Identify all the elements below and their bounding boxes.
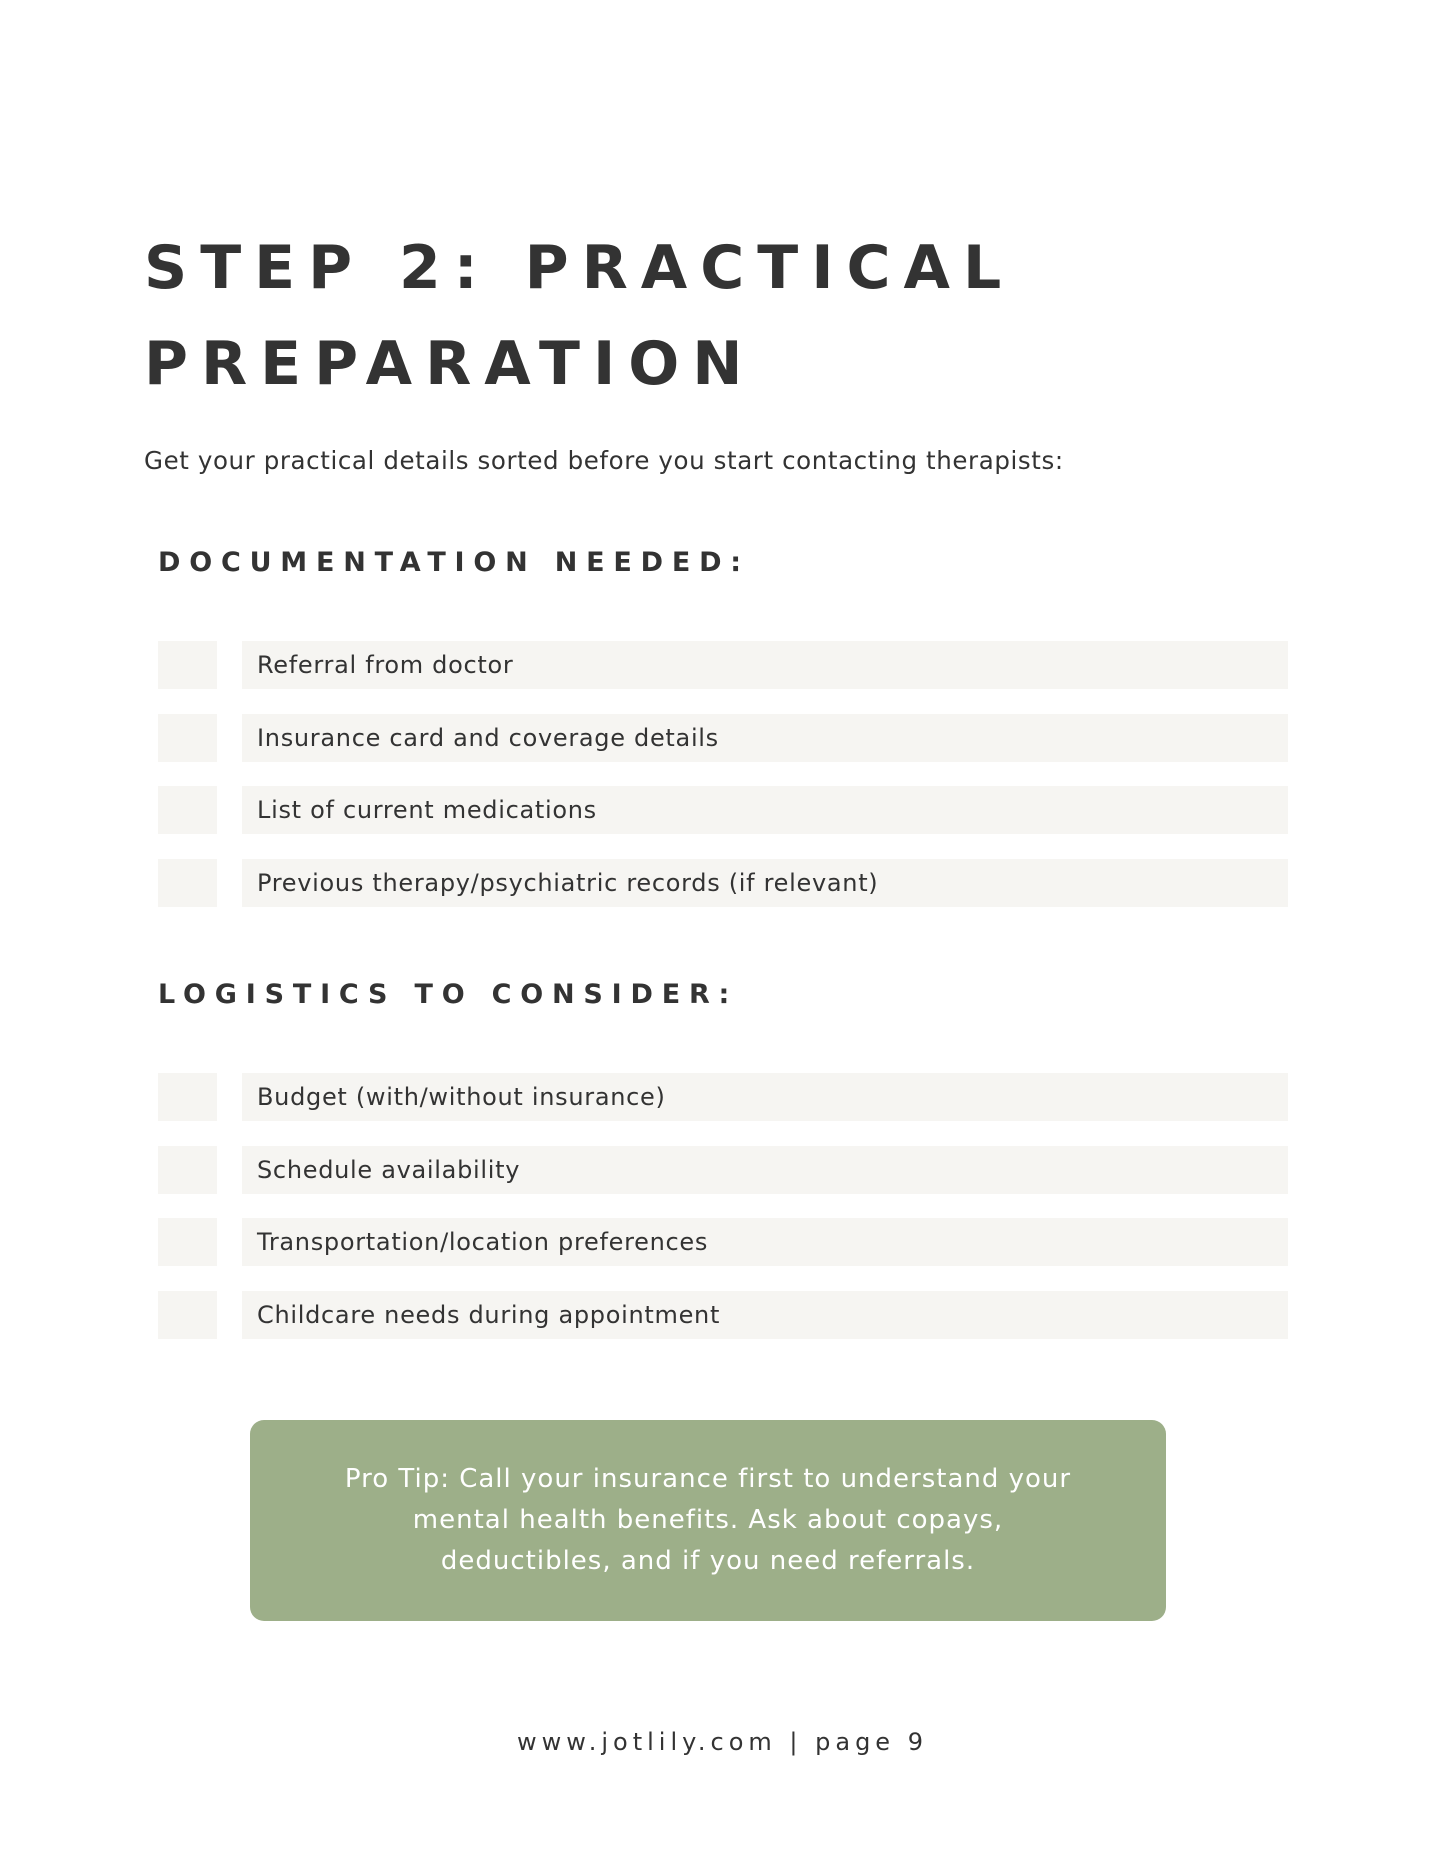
checklist-item-field bbox=[242, 1146, 1288, 1194]
checklist-item bbox=[158, 714, 1288, 762]
checklist-item bbox=[158, 786, 1288, 834]
checklist-item bbox=[158, 1073, 1288, 1121]
page-title bbox=[144, 220, 1294, 412]
checklist-item-label: List of current medications bbox=[257, 796, 597, 824]
checklist-item bbox=[158, 1291, 1288, 1339]
checklist-item-field bbox=[242, 714, 1288, 762]
checkbox[interactable] bbox=[158, 859, 217, 907]
checkbox[interactable] bbox=[158, 641, 217, 689]
checklist-item-label: Referral from doctor bbox=[257, 651, 514, 679]
intro-text: Get your practical details sorted before you start contacting therapists: bbox=[144, 446, 1064, 475]
checklist-item-field bbox=[242, 859, 1288, 907]
logistics-checklist bbox=[158, 1073, 1288, 1363]
documentation-checklist bbox=[158, 641, 1288, 931]
documentation-heading: DOCUMENTATION NEEDED: bbox=[158, 547, 750, 578]
checklist-item-field bbox=[242, 1073, 1288, 1121]
checklist-item-field bbox=[242, 786, 1288, 834]
checklist-item-field bbox=[242, 1291, 1288, 1339]
checkbox[interactable] bbox=[158, 1146, 217, 1194]
checklist-item-label: Budget (with/without insurance) bbox=[257, 1083, 666, 1111]
checklist-item-label: Insurance card and coverage details bbox=[257, 723, 719, 752]
checkbox[interactable] bbox=[158, 1073, 217, 1121]
pro-tip-text: Pro Tip: Call your insurance first to understand your mental health benefits. Ask about copays, deductibles, and if you need referrals. bbox=[344, 1464, 1072, 1576]
checklist-item-label: Transportation/location preferences bbox=[257, 1228, 709, 1256]
page-footer: www.jotlily.com | page 9 bbox=[517, 1728, 928, 1756]
checklist-item bbox=[158, 641, 1288, 689]
checklist-item-label: Schedule availability bbox=[257, 1155, 521, 1184]
checklist-item-field bbox=[242, 1218, 1288, 1266]
checklist-item bbox=[158, 1218, 1288, 1266]
checklist-item-label: Previous therapy/psychiatric records (if relevant) bbox=[257, 868, 879, 897]
logistics-heading: LOGISTICS TO CONSIDER: bbox=[158, 979, 739, 1010]
checkbox[interactable] bbox=[158, 714, 217, 762]
checklist-item bbox=[158, 859, 1288, 907]
page-title-line-2: PREPARATION bbox=[144, 329, 756, 399]
checklist-item-label: Childcare needs during appointment bbox=[257, 1300, 721, 1329]
page-title-line-1: STEP 2: PRACTICAL bbox=[144, 233, 1015, 303]
checklist-item-field bbox=[242, 641, 1288, 689]
checkbox[interactable] bbox=[158, 786, 217, 834]
checkbox[interactable] bbox=[158, 1218, 217, 1266]
checkbox[interactable] bbox=[158, 1291, 217, 1339]
pro-tip-box bbox=[250, 1420, 1166, 1621]
checklist-item bbox=[158, 1146, 1288, 1194]
